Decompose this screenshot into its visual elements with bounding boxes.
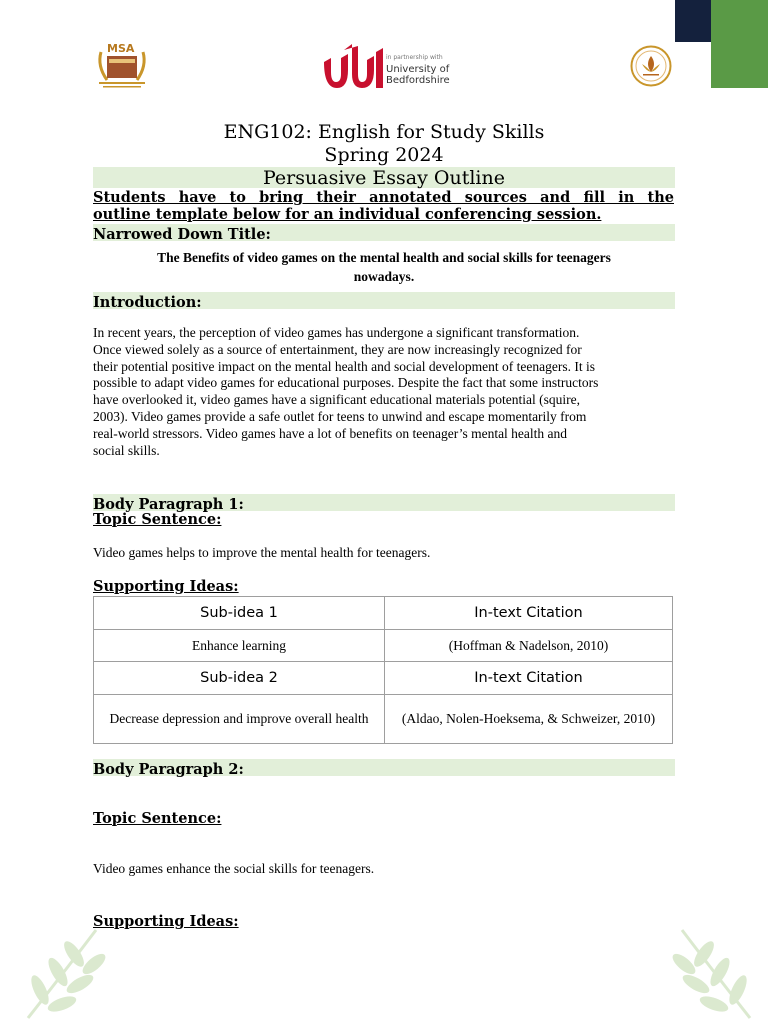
narrowed-title-line-1: The Benefits of video games on the mental health and social skills for teenagers xyxy=(157,250,611,265)
narrowed-title-bar xyxy=(93,224,675,241)
body1-topic-label: Topic Sentence: xyxy=(93,511,222,528)
intro-line: possible to adapt video games for educational purposes. Despite the fact that some instructors xyxy=(93,375,599,391)
body-paragraph-1-label: Body Paragraph 1: xyxy=(93,496,244,513)
table-row xyxy=(94,662,673,695)
university-name xyxy=(386,64,450,86)
body2-supporting-label: Supporting Ideas: xyxy=(93,913,239,930)
leaf-branch-icon xyxy=(18,920,110,1020)
corner-block-green xyxy=(711,0,768,88)
intro-line: real-world stressors. Video games have a lot of benefits on teenager’s mental health and xyxy=(93,425,568,441)
course-title: ENG102: English for Study Skills xyxy=(223,121,545,143)
round-seal-logo xyxy=(630,45,672,87)
body-paragraph-2-bar xyxy=(93,759,675,776)
narrowed-title-label: Narrowed Down Title: xyxy=(93,226,271,243)
intro-line: In recent years, the perception of video games has undergone a significant transformation. xyxy=(93,325,580,340)
msa-logo-text: MSA xyxy=(107,42,135,55)
body1-topic-sentence: Video games helps to improve the mental health for teenagers. xyxy=(93,545,431,560)
table-row xyxy=(94,597,673,630)
sub-idea-1-text: Enhance learning xyxy=(94,630,385,662)
university-of-bedfordshire-logo xyxy=(322,44,450,90)
citation-header-1: In-text Citation xyxy=(385,597,673,630)
intro-line: social skills. xyxy=(93,442,160,458)
sub-idea-2-citation: (Aldao, Nolen-Hoeksema, & Schweizer, 2010) xyxy=(385,695,673,744)
instructions-line-2: outline template below for an individual conferencing session. xyxy=(93,206,602,223)
supporting-ideas-table xyxy=(93,596,673,744)
body2-topic-label: Topic Sentence: xyxy=(93,810,222,827)
leaf-branch-icon xyxy=(668,920,758,1020)
introduction-paragraph xyxy=(93,325,675,459)
university-name-line1: University of xyxy=(386,64,450,75)
narrowed-title-line-2: nowadays. xyxy=(353,269,415,284)
body1-supporting-label: Supporting Ideas: xyxy=(93,578,239,595)
sub-idea-1-citation: (Hoffman & Nadelson, 2010) xyxy=(385,630,673,662)
sub-idea-2-header: Sub-idea 2 xyxy=(94,662,385,695)
introduction-label: Introduction: xyxy=(93,294,202,311)
intro-line: their potential positive impact on the mental health and social development of teenagers. It is xyxy=(93,358,595,374)
instructions-line-1: Students have to bring their annotated sources and fill in the xyxy=(93,189,674,206)
sub-idea-1-header: Sub-idea 1 xyxy=(94,597,385,630)
intro-line: Once viewed solely as a source of entertainment, they are now increasingly recognized for xyxy=(93,341,582,357)
narrowed-title-text xyxy=(93,248,675,286)
body-paragraph-2-label: Body Paragraph 2: xyxy=(93,761,244,778)
document-title: Persuasive Essay Outline xyxy=(93,167,675,188)
introduction-bar xyxy=(93,292,675,309)
citation-header-2: In-text Citation xyxy=(385,662,673,695)
university-name-line2: Bedfordshire xyxy=(386,75,450,86)
partnership-caption: in partnership with xyxy=(386,54,443,61)
intro-line: 2003). Video games provide a safe outlet for teens to unwind and escape momentarily from xyxy=(93,408,587,424)
body-paragraph-1-bar xyxy=(93,494,675,511)
msa-university-logo xyxy=(95,42,149,90)
term-title: Spring 2024 xyxy=(324,144,444,166)
corner-block-navy xyxy=(675,0,711,42)
table-row xyxy=(94,695,673,744)
sub-idea-2-text: Decrease depression and improve overall health xyxy=(94,695,385,744)
table-row xyxy=(94,630,673,662)
uob-mark-icon xyxy=(322,44,384,90)
intro-line: have overlooked it, video games have a significant educational materials potential (squire, xyxy=(93,392,580,408)
body2-topic-sentence: Video games enhance the social skills for teenagers. xyxy=(93,861,375,876)
